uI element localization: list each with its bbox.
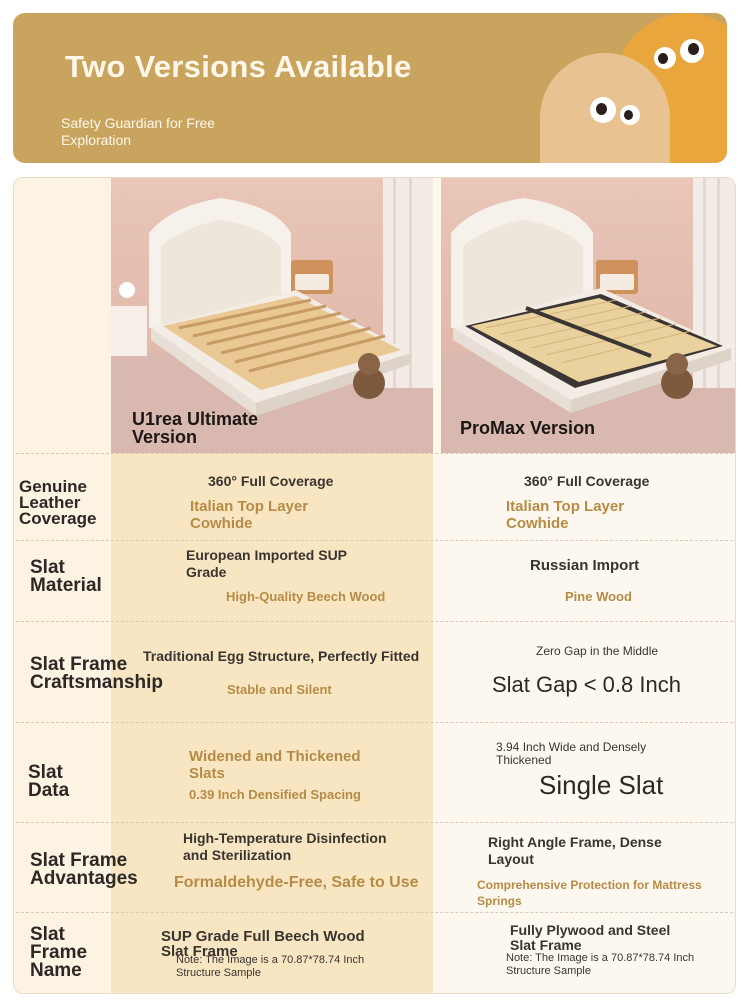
ultimate-version-label: U1rea Ultimate Version: [132, 409, 259, 447]
promax-material-sub: Pine Wood: [565, 589, 632, 604]
ultimate-name-main: SUP Grade Full Beech Wood Slat Frame: [161, 928, 365, 960]
ultimate-leather-main: 360° Full Coverage: [208, 473, 334, 489]
ultimate-adv-sub: Formaldehyde-Free, Safe to Use: [174, 874, 419, 891]
ultimate-bed-image: [111, 178, 433, 453]
ultimate-name-note: Note: The Image is a 70.87*78.74 Inch Structure Sample: [176, 954, 365, 979]
promax-material-main: Russian Import: [530, 557, 640, 574]
ultimate-data-main: Widened and Thickened Slats: [189, 748, 361, 782]
row-divider: [16, 453, 733, 454]
promax-craft-top: Zero Gap in the Middle: [536, 644, 659, 658]
ultimate-material-main: European Imported SUP Grade: [186, 547, 347, 580]
promax-craft-big: Slat Gap < 0.8 Inch: [492, 672, 681, 697]
comparison-table: [13, 177, 736, 994]
promax-name-note: Note: The Image is a 70.87*78.74 Inch Structure Sample: [506, 952, 695, 977]
promax-name-main: Fully Plywood and Steel Slat Frame: [510, 922, 671, 953]
ultimate-adv-main: High-Temperature Disinfection and Sterilization: [183, 830, 387, 863]
ultimate-craft-sub: Stable and Silent: [227, 682, 332, 697]
promax-data-big: Single Slat: [539, 770, 664, 800]
ultimate-craft-main: Traditional Egg Structure, Perfectly Fitted: [143, 648, 420, 664]
ultimate-data-sub: 0.39 Inch Densified Spacing: [189, 787, 361, 802]
row-divider: [16, 912, 733, 913]
row-divider: [16, 722, 733, 723]
promax-version-label: ProMax Version: [460, 418, 596, 438]
row-label-material: Slat Material: [30, 557, 102, 596]
promax-leather-sub: Italian Top Layer Cowhide: [506, 498, 625, 532]
banner-title: Two Versions Available: [65, 49, 412, 84]
row-label-craftsmanship: Slat Frame Craftsmanship: [30, 654, 164, 693]
header-banner: [13, 13, 727, 163]
row-label-data: Slat Data: [28, 762, 70, 801]
row-divider: [16, 822, 733, 823]
promax-bed-image: [441, 178, 735, 453]
ultimate-material-sub: High-Quality Beech Wood: [226, 589, 386, 604]
row-divider: [16, 621, 733, 622]
row-divider: [16, 540, 733, 541]
ultimate-leather-sub: Italian Top Layer Cowhide: [190, 498, 309, 532]
promax-leather-main: 360° Full Coverage: [524, 473, 650, 489]
promax-adv-sub: Comprehensive Protection for Mattress Springs: [477, 878, 702, 908]
banner-subtitle: Safety Guardian for Free Exploration: [61, 115, 216, 148]
promax-data-top: 3.94 Inch Wide and Densely Thickened: [496, 740, 647, 767]
promax-adv-main: Right Angle Frame, Dense Layout: [488, 834, 662, 867]
row-label-leather: Genuine Leather Coverage: [19, 477, 97, 528]
row-label-name: Slat Frame Name: [30, 924, 88, 981]
row-label-advantages: Slat Frame Advantages: [30, 850, 138, 889]
